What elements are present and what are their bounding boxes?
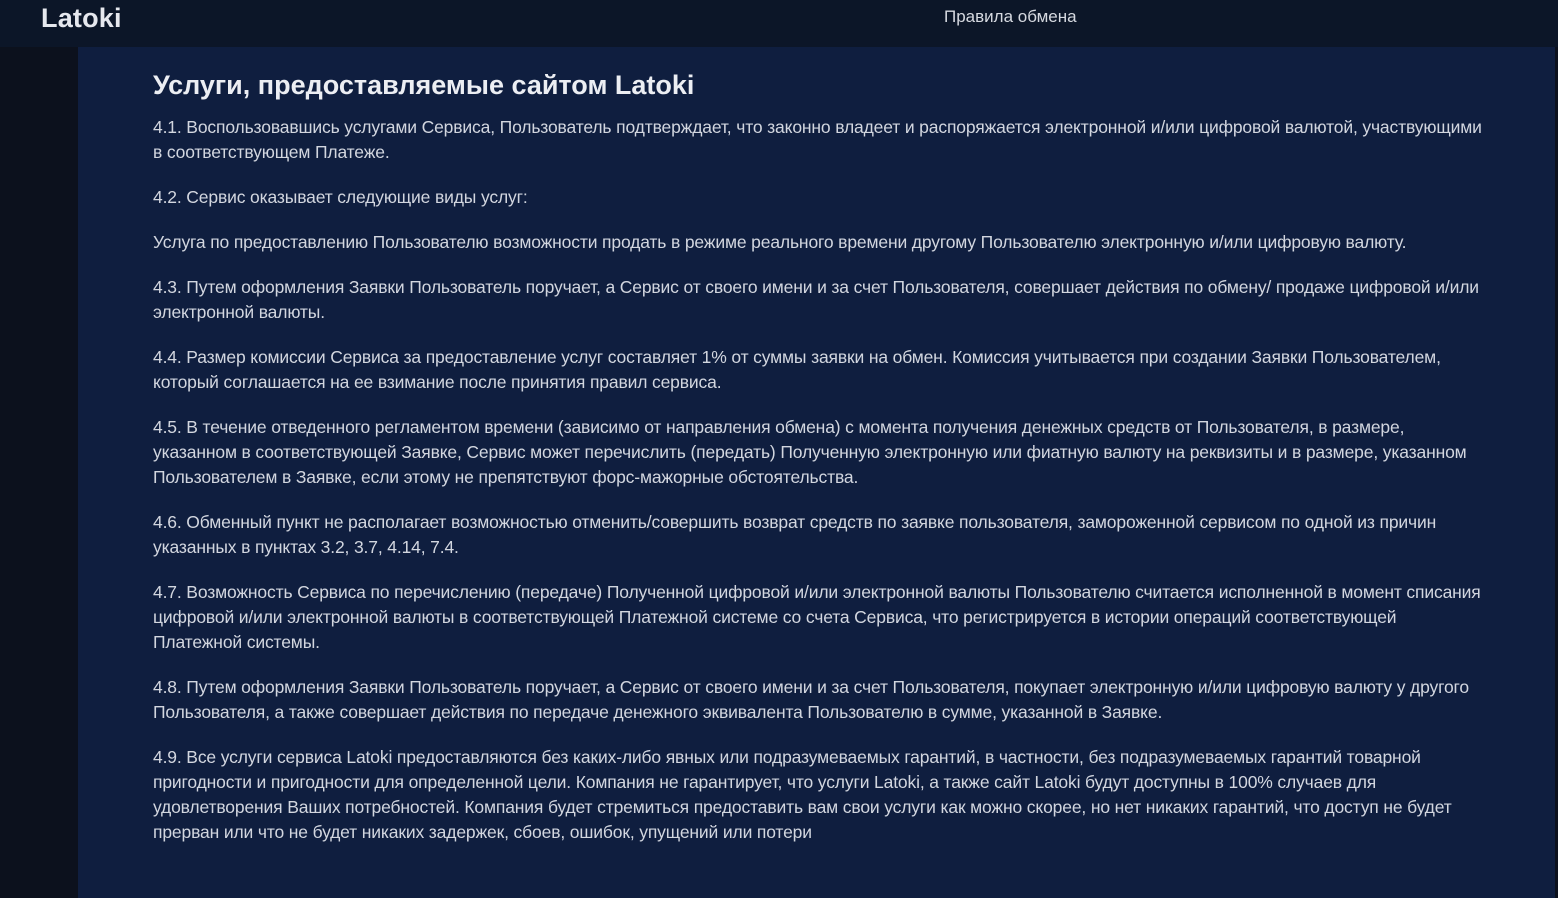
paragraph-4-6: 4.6. Обменный пункт не располагает возможностью отменить/совершить возврат средств по заявке пользователя, замороженной сервисом по одной из причин указанных в пунктах 3.2, 3.7, 4.14, 7.4.	[153, 512, 1437, 557]
rules-content	[78, 47, 1555, 898]
top-bar	[0, 0, 1558, 47]
nav-link-exchange-rules[interactable]: Правила обмена	[944, 7, 1077, 26]
paragraph-4-3: 4.3. Путем оформления Заявки Пользователь поручает, а Сервис от своего имени и за счет Пользователя, совершает действия по обмену/ продаже цифровой и/или электронной валюты.	[153, 277, 1479, 322]
paragraph-4-1: 4.1. Воспользовавшись услугами Сервиса, Пользователь подтверждает, что законно владеет и распоряжается электронной и/или цифровой валютой, участвующими в соответствующем Платеже.	[153, 117, 1482, 162]
paragraph-service-description: Услуга по предоставлению Пользователю возможности продать в режиме реального времени другому Пользователю электронную и/или цифровую валюту.	[153, 232, 1407, 252]
paragraph-4-7: 4.7. Возможность Сервиса по перечислению (передаче) Полученной цифровой и/или электронной валюты Пользователю считается исполненной в момент списания цифровой и/или электронной валюты в соответствующей Платежной системе со счета Сервиса, что регистрируется в истории операций соответствующей Платежной системы.	[153, 582, 1481, 652]
section-title: Услуги, предоставляемые сайтом Latoki	[153, 70, 695, 100]
paragraph-4-9: 4.9. Все услуги сервиса Latoki предоставляются без каких-либо явных или подразумеваемых гарантий, в частности, без подразумеваемых гарантий товарной пригодности и пригодности для определенной цели. Компания не гарантирует, что услуги Latoki, а также сайт Latoki будут доступны в 100% случаев для удовлетворения Ваших потребностей. Компания будет стремиться предоставить вам свои услуги как можно скорее, но нет никаких гарантий, что доступ не будет прерван или что не будет никаких задержек, сбоев, ошибок, упущений или потери	[153, 747, 1452, 842]
logo[interactable]: Latoki	[41, 3, 122, 33]
paragraph-4-4: 4.4. Размер комиссии Сервиса за предоставление услуг составляет 1% от суммы заявки на обмен. Комиссия учитывается при создании Заявки Пользователем, который соглашается на ее взимание после принятия правил сервиса.	[153, 347, 1441, 392]
paragraph-4-2: 4.2. Сервис оказывает следующие виды услуг:	[153, 187, 528, 207]
rules-section	[153, 67, 1488, 865]
paragraph-4-8: 4.8. Путем оформления Заявки Пользователь поручает, а Сервис от своего имени и за счет Пользователя, покупает электронную и/или цифровую валюту у другого Пользователя, а также совершает действия по передаче денежного эквивалента Пользователю в сумме, указанной в Заявке.	[153, 677, 1469, 722]
left-gutter	[0, 47, 78, 898]
paragraph-4-5: 4.5. В течение отведенного регламентом времени (зависимо от направления обмена) с момента получения денежных средств от Пользователя, в размере, указанном в соответствующей Заявке, Сервис может перечислить (передать) Полученную электронную или фиатную валюту на реквизиты и в размере, указанном Пользователем в Заявке, если этому не препятствуют форс-мажорные обстоятельства.	[153, 417, 1467, 487]
